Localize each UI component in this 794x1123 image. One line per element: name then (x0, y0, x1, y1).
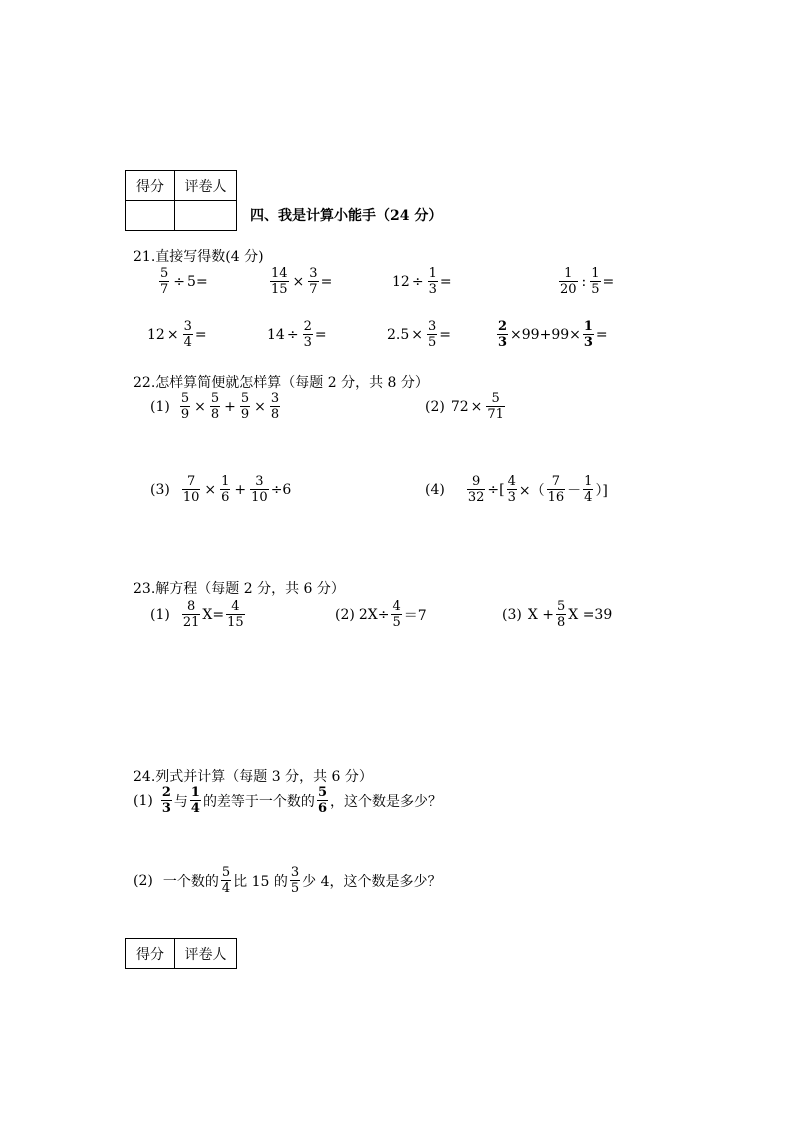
score-cell[interactable] (126, 201, 175, 231)
q21-item-4: $\frac{1}{20}$ : $\frac{1}{5}$ = (560, 266, 615, 297)
q24-title: 24.列式并计算（每题 3 分，共 6 分） (133, 769, 373, 785)
q21-item-7: 2.5 × $\frac{3}{5}$ = (387, 319, 452, 350)
q21-item-1: $\frac{5}{7}$ ÷ 5 = (160, 266, 208, 297)
q23-equation-1: (1) $\frac{8}{21}$ X= $\frac{4}{15}$ (150, 599, 244, 630)
q22-problem-3: (3) $\frac{7}{10}$ × $\frac{1}{6}$ + $\frac{3}{10}$ ÷6 (150, 474, 292, 505)
score-box-top (125, 170, 237, 231)
q24-problem-2: (2) 一个数的 $\frac{5}{4}$ 比 15 的 $\frac{3}{5}$ 少 4，这个数是多少？ (133, 865, 442, 896)
q22-title: 22.怎样算简便就怎样算（每题 2 分，共 8 分） (133, 375, 429, 391)
q21-item-5: 12 × $\frac{3}{4}$ = (147, 319, 207, 350)
q22-problem-2: (2) 72 × $\frac{5}{71}$ (425, 391, 504, 422)
score-header: 得分 (126, 939, 175, 969)
q24-problem-1: (1) $\frac{2}{3}$ 与 $\frac{1}{4}$ 的差等于一个数的 $\frac{5}{6}$ ，这个数是多少？ (133, 785, 442, 816)
q23-equation-3: (3) X + $\frac{5}{8}$ X =39 (502, 599, 613, 630)
grader-header: 评卷人 (175, 939, 237, 969)
grader-cell[interactable] (175, 201, 237, 231)
q23-equation-2: (2) 2X÷ $\frac{4}{5}$ ＝7 (335, 599, 427, 630)
section-title: 四、我是计算小能手（24 分） (250, 208, 443, 224)
score-header: 得分 (126, 171, 175, 201)
q23-title: 23.解方程（每题 2 分，共 6 分） (133, 581, 345, 597)
q21-item-8: $\frac{2}{3}$ ×99+99× $\frac{1}{3}$ = (498, 319, 608, 350)
q21-title: 21.直接写得数(4 分) (133, 249, 264, 265)
q21-item-2: $\frac{14}{15}$ × $\frac{3}{7}$ = (271, 266, 333, 297)
q22-problem-1: (1) $\frac{5}{9}$ × $\frac{5}{8}$ + $\frac{5}{9}$ × $\frac{3}{8}$ (150, 391, 280, 422)
q22-problem-4: (4) $\frac{9}{32}$ ÷[ $\frac{4}{3}$ ×（ $\frac{7}{16}$ － $\frac{1}{4}$ ）] (425, 474, 608, 505)
score-box-bottom (125, 938, 237, 969)
grader-header: 评卷人 (175, 171, 237, 201)
q21-item-3: 12 ÷ $\frac{1}{3}$ = (392, 266, 452, 297)
q21-item-6: 14 ÷ $\frac{2}{3}$ = (267, 319, 327, 350)
